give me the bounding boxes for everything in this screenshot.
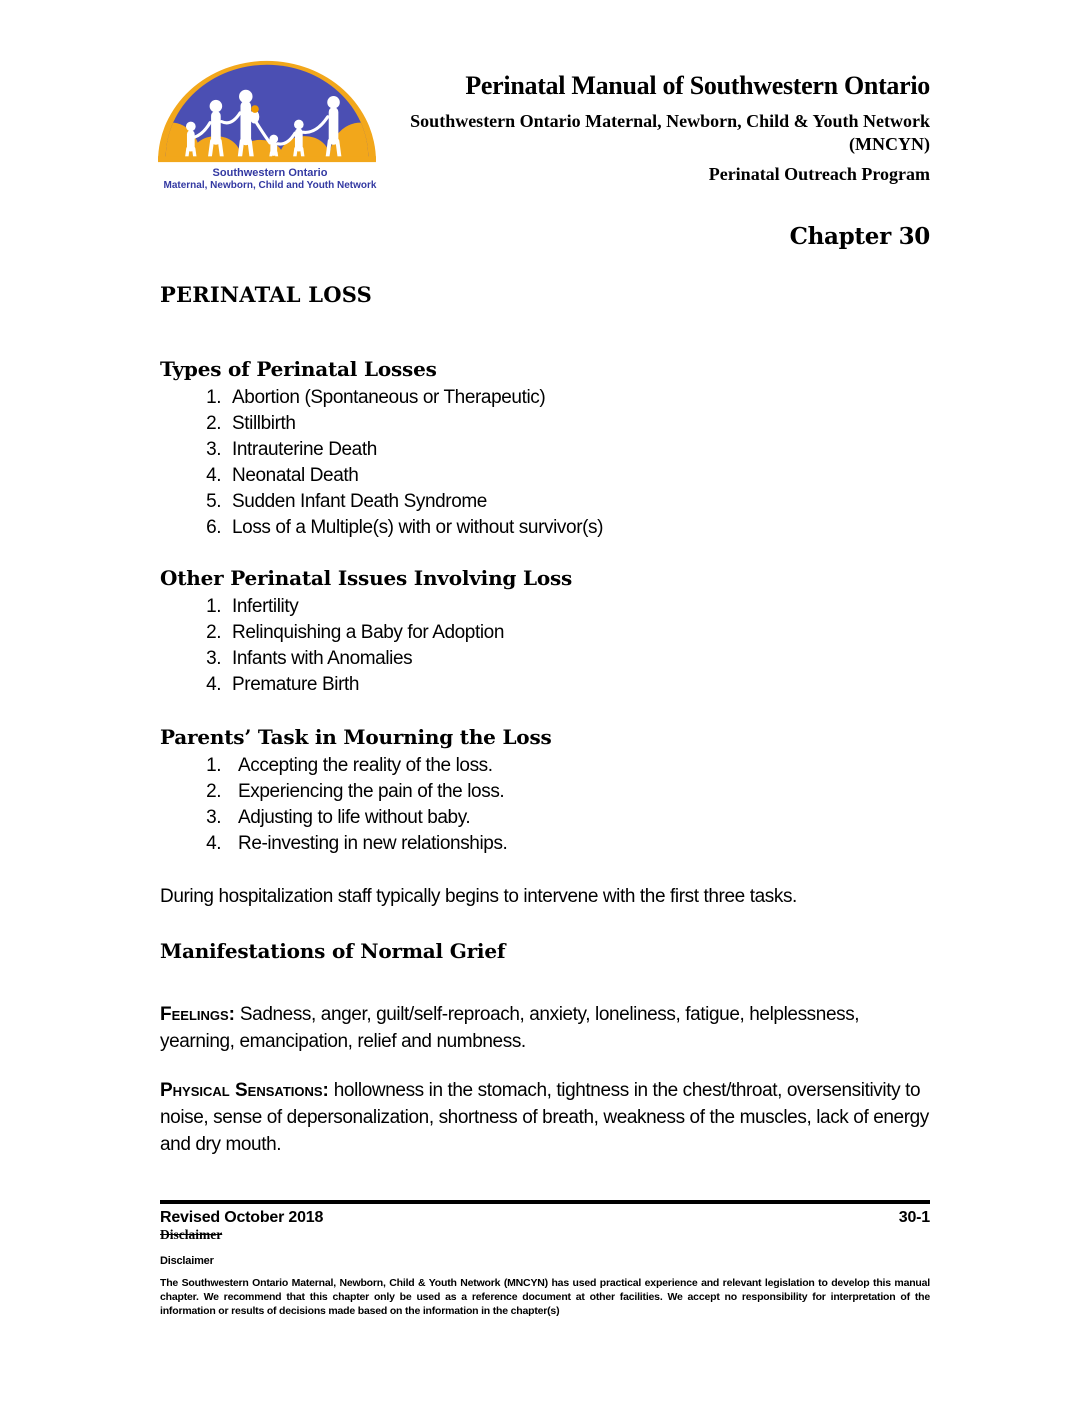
feelings-text: Sadness, anger, guilt/self-reproach, anxiety, loneliness, fatigue, helplessness, yearning, emancipation, relief and numbness.: [160, 1004, 860, 1053]
other-issues-list: [160, 594, 930, 698]
list-item: 3. Adjusting to life without baby.: [226, 805, 930, 831]
mncyn-logo: [154, 57, 386, 191]
list-item: 6. Loss of a Multiple(s) with or without survivor(s): [226, 515, 930, 541]
feelings-label: Feelings:: [160, 1004, 235, 1026]
mncyn-logo-icon: [154, 57, 380, 165]
list-item: 4. Premature Birth: [226, 672, 930, 698]
logo-caption-line2: Maternal, Newborn, Child and Youth Network: [163, 179, 377, 191]
parents-task-list: [160, 753, 930, 857]
list-item: 1. Infertility: [226, 594, 930, 620]
physical-sensations-label: Physical Sensations:: [160, 1080, 329, 1102]
footer-divider: [160, 1200, 930, 1204]
logo-caption: [154, 167, 386, 191]
network-acronym: (MNCYN): [849, 134, 930, 154]
physical-sensations-paragraph: [160, 1077, 930, 1158]
section-heading-grief: Manifestations of Normal Grief: [160, 939, 506, 964]
list-item: 5. Sudden Infant Death Syndrome: [226, 489, 930, 515]
page-header: [160, 57, 930, 191]
logo-caption-line1: Southwestern Ontario: [212, 167, 328, 179]
disclaimer-label: Disclaimer: [160, 1255, 214, 1267]
page-footer: [160, 1200, 930, 1318]
list-item: 2. Stillbirth: [226, 411, 930, 437]
physical-sensations-text: hollowness in the stomach, tightness in the chest/throat, oversensitivity to noise, sense of depersonalization, shortness of breath, weakness of the muscles, lack of energy and dry mouth.: [160, 1080, 929, 1156]
hospitalization-paragraph: During hospitalization staff typically begins to intervene with the first three tasks.: [160, 886, 797, 908]
page-number: 30-1: [898, 1209, 930, 1226]
network-subtitle: Southwestern Ontario Maternal, Newborn, Child & Youth Network: [410, 111, 930, 131]
disclaimer-text: The Southwestern Ontario Maternal, Newborn, Child & Youth Network (MNCYN) has used practical experience and relevant legislation to develop this manual chapter. We recommend that this chapter only be used as a reference document at other facilities. We accept no responsibility for interpretation of the information or results of decisions made based on the information in the chapter(s): [160, 1277, 930, 1317]
header-titles: [410, 71, 930, 185]
section-heading-parents-task: Parents’ Task in Mourning the Loss: [160, 725, 552, 750]
program-name: Perinatal Outreach Program: [708, 164, 930, 184]
chapter-label: Chapter 30: [789, 223, 930, 251]
disclaimer-struck-label: Disclaimer: [160, 1227, 223, 1242]
footer-meta-row: [160, 1209, 930, 1227]
page-title: PERINATAL LOSS: [160, 282, 372, 308]
section-heading-types: Types of Perinatal Losses: [160, 357, 437, 382]
types-list: [160, 385, 930, 541]
revised-date: Revised October 2018: [160, 1209, 324, 1226]
list-item: 2. Experiencing the pain of the loss.: [226, 779, 930, 805]
list-item: 4. Neonatal Death: [226, 463, 930, 489]
list-item: 4. Re-investing in new relationships.: [226, 831, 930, 857]
list-item: 1. Accepting the reality of the loss.: [226, 753, 930, 779]
section-heading-other-issues: Other Perinatal Issues Involving Loss: [160, 566, 573, 591]
list-item: 1. Abortion (Spontaneous or Therapeutic): [226, 385, 930, 411]
feelings-paragraph: [160, 1001, 930, 1055]
manual-title: Perinatal Manual of Southwestern Ontario: [465, 71, 930, 100]
list-item: 3. Infants with Anomalies: [226, 646, 930, 672]
list-item: 2. Relinquishing a Baby for Adoption: [226, 620, 930, 646]
list-item: 3. Intrauterine Death: [226, 437, 930, 463]
